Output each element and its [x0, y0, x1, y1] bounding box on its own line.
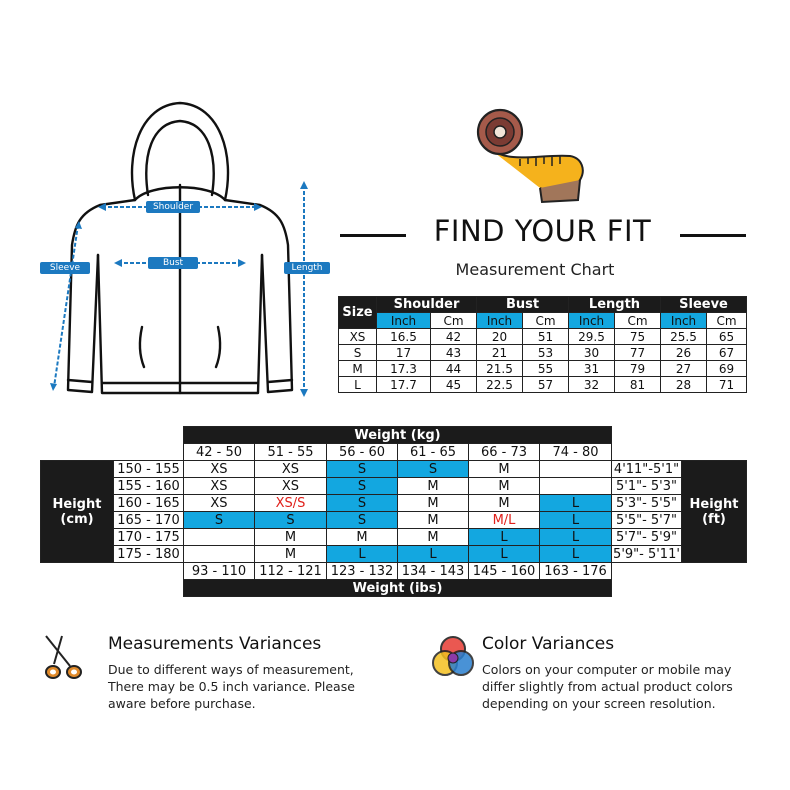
height-cm: 165 - 170: [114, 512, 184, 529]
height-ft: 4'11"-5'1": [612, 461, 682, 478]
spacer-cell: [114, 427, 184, 444]
spacer-cell: [612, 427, 682, 444]
measurement-cell: 30: [569, 345, 615, 361]
kg-range: 42 - 50: [184, 444, 255, 461]
height-cm-header: [41, 461, 114, 563]
jacket-diagram: [30, 95, 340, 405]
spacer-cell: [682, 580, 747, 597]
size-cell: S: [327, 495, 398, 512]
height-cm-title: Height: [52, 496, 102, 512]
size-cell: [184, 529, 255, 546]
unit-header: Cm: [431, 313, 477, 329]
size-cell: L: [398, 546, 469, 563]
measurement-cell: 26: [661, 345, 707, 361]
size-header: Size: [339, 297, 377, 329]
group-header: Length: [569, 297, 661, 313]
measure-variance-title: Measurements Variances: [108, 634, 322, 654]
measurement-cell: 69: [707, 361, 747, 377]
size-cell: M: [255, 546, 327, 563]
lbs-range: 93 - 110: [184, 563, 255, 580]
group-header: Sleeve: [661, 297, 747, 313]
lbs-range: 134 - 143: [398, 563, 469, 580]
spacer-cell: [114, 580, 184, 597]
length-label: Length: [284, 262, 330, 274]
height-row: [41, 478, 747, 495]
measurement-cell: 29.5: [569, 329, 615, 345]
measurement-cell: 57: [523, 377, 569, 393]
height-weight-chart: [40, 426, 747, 597]
measurement-cell: 22.5: [477, 377, 523, 393]
height-ft-title: Height: [689, 496, 739, 512]
measurement-cell: 20: [477, 329, 523, 345]
size-cell: L: [469, 546, 540, 563]
spacer-cell: [612, 563, 682, 580]
page-subtitle: Measurement Chart: [455, 260, 615, 279]
measurement-cell: 81: [615, 377, 661, 393]
size-cell: M: [327, 529, 398, 546]
size-cell: XS/S: [255, 495, 327, 512]
measurement-cell: 17.3: [377, 361, 431, 377]
measurement-cell: 71: [707, 377, 747, 393]
spacer-cell: [682, 444, 747, 461]
unit-header: Inch: [569, 313, 615, 329]
size-cell: M: [398, 529, 469, 546]
measurement-cell: 45: [431, 377, 477, 393]
kg-range: 66 - 73: [469, 444, 540, 461]
height-row: [41, 529, 747, 546]
measurement-cell: 16.5: [377, 329, 431, 345]
size-cell: [540, 461, 612, 478]
kg-range: 56 - 60: [327, 444, 398, 461]
height-row: [41, 461, 747, 478]
lbs-range: 112 - 121: [255, 563, 327, 580]
measurement-cell: 77: [615, 345, 661, 361]
height-row: [41, 512, 747, 529]
spacer-cell: [114, 444, 184, 461]
measurement-cell: 53: [523, 345, 569, 361]
tape-measure-icon: [470, 104, 590, 204]
kg-range: 74 - 80: [540, 444, 612, 461]
measurement-cell: 31: [569, 361, 615, 377]
measurement-row: [339, 377, 747, 393]
size-cell: L: [469, 529, 540, 546]
height-ft: 5'3"- 5'5": [612, 495, 682, 512]
measurement-row: [339, 329, 747, 345]
measurement-cell: 51: [523, 329, 569, 345]
spacer-cell: [682, 563, 747, 580]
measurement-chart: [338, 296, 747, 393]
kg-range: 51 - 55: [255, 444, 327, 461]
measurement-cell: 25.5: [661, 329, 707, 345]
size-cell: [184, 546, 255, 563]
group-header: Shoulder: [377, 297, 477, 313]
measurement-row: [339, 361, 747, 377]
measurement-cell: 67: [707, 345, 747, 361]
spacer-cell: [612, 580, 682, 597]
size-cell: XS: [184, 478, 255, 495]
size-cell: M: [339, 361, 377, 377]
spacer-cell: [41, 444, 114, 461]
height-cm: 175 - 180: [114, 546, 184, 563]
size-cell: L: [327, 546, 398, 563]
sleeve-label: Sleeve: [40, 262, 90, 274]
measurement-cell: 28: [661, 377, 707, 393]
measurement-cell: 42: [431, 329, 477, 345]
measurement-cell: 17: [377, 345, 431, 361]
measurement-cell: 32: [569, 377, 615, 393]
size-cell: [540, 478, 612, 495]
measurement-cell: 75: [615, 329, 661, 345]
measurement-cell: 43: [431, 345, 477, 361]
height-ft: 5'9"- 5'11': [613, 546, 680, 562]
size-cell: XS: [255, 478, 327, 495]
weight-lbs-title: Weight (ibs): [184, 580, 612, 597]
measure-variance-text: Due to different ways of measurement, There may be 0.5 inch variance. Please aware before purchase.: [108, 662, 355, 711]
lbs-range: 123 - 132: [327, 563, 398, 580]
spacer-cell: [114, 563, 184, 580]
spacer-cell: [41, 427, 114, 444]
lbs-range: 145 - 160: [469, 563, 540, 580]
measurement-cell: 17.7: [377, 377, 431, 393]
size-cell: M: [469, 461, 540, 478]
unit-header: Cm: [615, 313, 661, 329]
size-cell: XS: [255, 461, 327, 478]
size-cell: M/L: [469, 512, 540, 529]
measurement-cell: 21.5: [477, 361, 523, 377]
size-cell: S: [327, 478, 398, 495]
lbs-range: 163 - 176: [540, 563, 612, 580]
height-cm-unit: (cm): [60, 511, 94, 527]
page-title: FIND YOUR FIT: [433, 214, 652, 248]
size-cell: XS: [184, 461, 255, 478]
height-ft: 5'1"- 5'3": [612, 478, 682, 495]
size-cell: S: [327, 512, 398, 529]
title-rule-left: [340, 234, 406, 237]
color-wheel-icon: [428, 632, 478, 682]
height-cm: 155 - 160: [114, 478, 184, 495]
unit-header: Cm: [523, 313, 569, 329]
scissors-icon: [40, 632, 86, 682]
measurement-cell: 65: [707, 329, 747, 345]
size-cell: S: [255, 512, 327, 529]
size-cell: M: [398, 478, 469, 495]
title-rule-right: [680, 234, 746, 237]
height-ft: 5'7"- 5'9": [612, 529, 682, 546]
unit-header: Inch: [377, 313, 431, 329]
size-cell: S: [339, 345, 377, 361]
size-cell: M: [398, 512, 469, 529]
measurement-cell: 27: [661, 361, 707, 377]
size-cell: L: [540, 529, 612, 546]
height-row: [41, 546, 747, 563]
size-cell: S: [398, 461, 469, 478]
size-cell: M: [469, 478, 540, 495]
height-ft-header: [682, 461, 747, 563]
measurement-cell: 79: [615, 361, 661, 377]
height-cm: 170 - 175: [114, 529, 184, 546]
height-ft-unit: (ft): [702, 511, 726, 527]
unit-header: Inch: [477, 313, 523, 329]
size-cell: L: [540, 512, 612, 529]
size-cell: M: [398, 495, 469, 512]
color-variance-text: Colors on your computer or mobile may differ slightly from actual product colors depending on your screen resolution.: [482, 662, 733, 711]
size-cell: S: [184, 512, 255, 529]
height-row: [41, 495, 747, 512]
color-variance-title: Color Variances: [482, 634, 615, 654]
height-cm: 150 - 155: [114, 461, 184, 478]
size-cell: L: [339, 377, 377, 393]
spacer-cell: [41, 563, 114, 580]
size-cell: XS: [339, 329, 377, 345]
group-header: Bust: [477, 297, 569, 313]
weight-kg-title: Weight (kg): [184, 427, 612, 444]
size-cell: M: [469, 495, 540, 512]
size-cell: L: [540, 546, 612, 563]
size-cell: M: [255, 529, 327, 546]
kg-range: 61 - 65: [398, 444, 469, 461]
unit-header: Cm: [707, 313, 747, 329]
height-cm: 160 - 165: [114, 495, 184, 512]
measurement-cell: 21: [477, 345, 523, 361]
unit-header: Inch: [661, 313, 707, 329]
bust-label: Bust: [148, 257, 198, 269]
height-ft: 5'5"- 5'7": [612, 512, 682, 529]
size-cell: S: [327, 461, 398, 478]
size-cell: L: [540, 495, 612, 512]
spacer-cell: [682, 427, 747, 444]
measurement-cell: 44: [431, 361, 477, 377]
shoulder-label: Shoulder: [146, 201, 200, 213]
spacer-cell: [41, 580, 114, 597]
spacer-cell: [612, 444, 682, 461]
measurement-row: [339, 345, 747, 361]
size-cell: XS: [184, 495, 255, 512]
measurement-cell: 55: [523, 361, 569, 377]
